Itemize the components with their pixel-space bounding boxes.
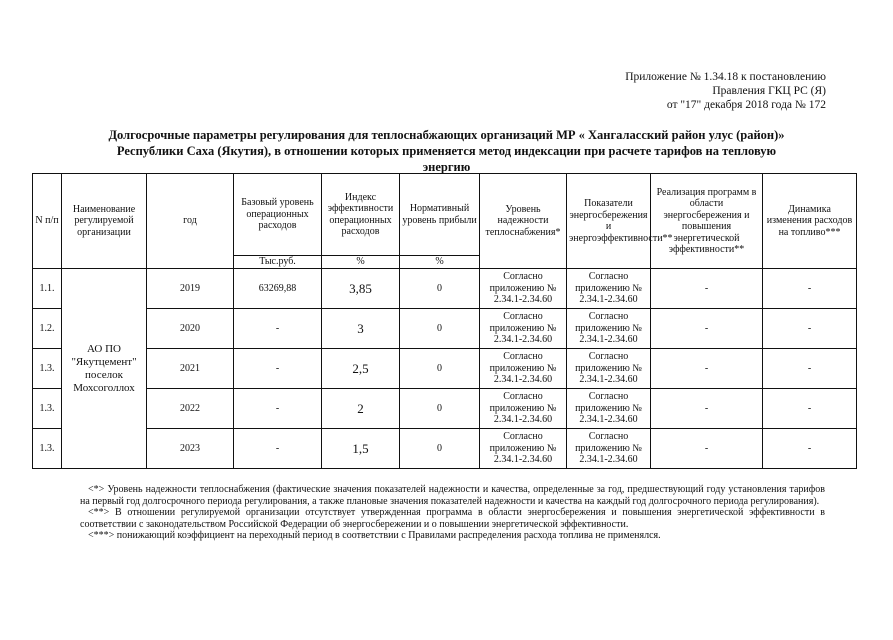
cell-reliability: Согласно приложению № 2.34.1-2.34.60 <box>480 349 567 389</box>
cell-year: 2019 <box>147 269 234 309</box>
resolution-line-3: от "17" декабря 2018 года № 172 <box>666 99 826 111</box>
unit-base: Тыс.руб. <box>234 256 322 269</box>
table-row <box>33 309 857 349</box>
cell-program: - <box>651 349 763 389</box>
cell-energy: Согласно приложению № 2.34.1-2.34.60 <box>567 309 651 349</box>
header-reliability: Уровень надежности теплоснабжения* <box>480 174 567 269</box>
cell-num: 1.3. <box>33 429 62 469</box>
cell-profit: 0 <box>400 269 480 309</box>
cell-fuel: - <box>763 309 857 349</box>
resolution-line-1: Приложение № 1.34.18 к постановлению <box>625 71 826 83</box>
cell-base: - <box>234 349 322 389</box>
cell-reliability: Согласно приложению № 2.34.1-2.34.60 <box>480 269 567 309</box>
cell-index: 3,85 <box>322 269 400 309</box>
header-num: N п/п <box>33 174 62 269</box>
cell-base: - <box>234 389 322 429</box>
cell-program: - <box>651 389 763 429</box>
cell-num: 1.3. <box>33 389 62 429</box>
footnote-reliability: <*> Уровень надежности теплоснабжения (фактические значения показателей надежности и качества, определенные за год, предшествующий году установления тарифов на первый год долгосрочного периода регулирования, а также плановые значения показателей надежности и качества на каждый год долгосрочного периода регулирования). <box>80 484 825 507</box>
resolution-line-2: Правления ГКЦ РС (Я) <box>712 85 826 97</box>
resolution-reference <box>625 70 826 112</box>
cell-year: 2020 <box>147 309 234 349</box>
cell-fuel: - <box>763 429 857 469</box>
header-base: Базовый уровень операционных расходов <box>234 174 322 256</box>
cell-reliability: Согласно приложению № 2.34.1-2.34.60 <box>480 309 567 349</box>
cell-num: 1.3. <box>33 349 62 389</box>
cell-reliability: Согласно приложению № 2.34.1-2.34.60 <box>480 429 567 469</box>
parameters-table <box>32 173 857 469</box>
cell-year: 2022 <box>147 389 234 429</box>
cell-index: 1,5 <box>322 429 400 469</box>
unit-index: % <box>322 256 400 269</box>
cell-num: 1.1. <box>33 269 62 309</box>
cell-index: 3 <box>322 309 400 349</box>
footnotes <box>80 484 825 542</box>
cell-reliability: Согласно приложению № 2.34.1-2.34.60 <box>480 389 567 429</box>
header-org: Наименование регулируемой организации <box>62 174 147 269</box>
header-program: Реализация программ в области энергосбережения и повышения энергетической эффективности** <box>651 174 763 269</box>
cell-year: 2023 <box>147 429 234 469</box>
cell-fuel: - <box>763 269 857 309</box>
cell-energy: Согласно приложению № 2.34.1-2.34.60 <box>567 389 651 429</box>
cell-energy: Согласно приложению № 2.34.1-2.34.60 <box>567 349 651 389</box>
cell-fuel: - <box>763 389 857 429</box>
cell-year: 2021 <box>147 349 234 389</box>
cell-index: 2,5 <box>322 349 400 389</box>
table-row <box>33 429 857 469</box>
cell-num: 1.2. <box>33 309 62 349</box>
cell-profit: 0 <box>400 429 480 469</box>
header-index: Индекс эффективности операционных расходов <box>322 174 400 256</box>
table-header-row <box>33 174 857 256</box>
table-row <box>33 349 857 389</box>
unit-profit: % <box>400 256 480 269</box>
cell-fuel: - <box>763 349 857 389</box>
table-row <box>33 389 857 429</box>
cell-profit: 0 <box>400 349 480 389</box>
cell-index: 2 <box>322 389 400 429</box>
document-title: Долгосрочные параметры регулирования для теплоснабжающих организаций МР « Хангаласский район улус (район)» Республики Саха (Якутия), в отношении которых применяется метод индексации при расчете тарифов на тепловую энергию <box>108 128 785 174</box>
cell-program: - <box>651 429 763 469</box>
footnote-energy-program: <**> В отношении регулируемой организации отсутствует утвержденная программа в области энергосбережения и повышения энергетической эффективности в соответствии с законодательством Российской Федерации об энергосбережении и о повышении энергетической эффективности. <box>80 507 825 530</box>
cell-energy: Согласно приложению № 2.34.1-2.34.60 <box>567 269 651 309</box>
cell-base: - <box>234 429 322 469</box>
header-fuel: Динамика изменения расходов на топливо*** <box>763 174 857 269</box>
header-energy: Показатели энергосбережения и энергоэффективности** <box>567 174 651 269</box>
footnote-fuel: <***> понижающий коэффициент на переходный период в соответствии с Правилами распределения расхода топлива не применялся. <box>88 530 661 541</box>
cell-energy: Согласно приложению № 2.34.1-2.34.60 <box>567 429 651 469</box>
cell-profit: 0 <box>400 389 480 429</box>
cell-profit: 0 <box>400 309 480 349</box>
cell-org-name: АО ПО "Якутцемент" поселок Мохсоголлох <box>62 269 147 469</box>
table-row <box>33 269 857 309</box>
cell-base: 63269,88 <box>234 269 322 309</box>
header-year: год <box>147 174 234 269</box>
cell-base: - <box>234 309 322 349</box>
header-profit: Нормативный уровень прибыли <box>400 174 480 256</box>
cell-program: - <box>651 309 763 349</box>
cell-program: - <box>651 269 763 309</box>
